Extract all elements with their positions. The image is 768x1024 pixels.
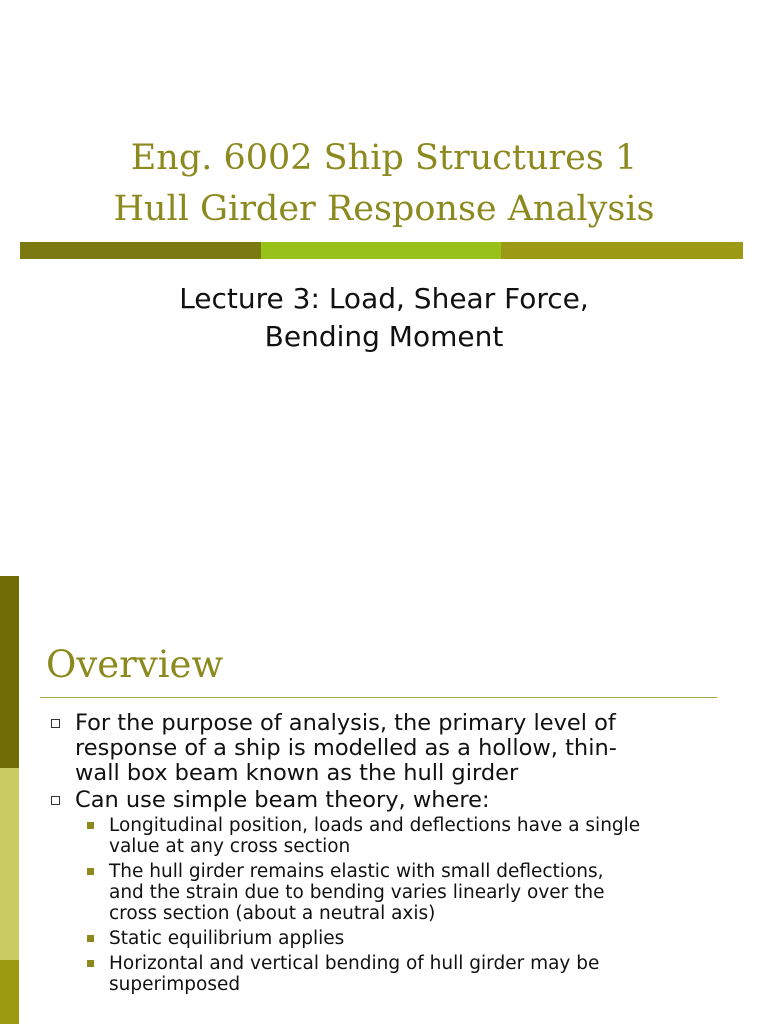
sub-bullet-item [48, 953, 738, 995]
side-bar-olive [0, 960, 19, 1024]
bullet-list [48, 711, 738, 999]
decorative-band-olive [501, 242, 743, 259]
overview-slide [0, 512, 768, 1024]
filled-square-bullet-icon [87, 868, 94, 875]
side-bar-light [0, 768, 19, 960]
square-bullet-icon [51, 719, 60, 728]
side-bar-dark [0, 576, 19, 768]
bullet-item [48, 711, 738, 786]
course-title: Eng. 6002 Ship Structures 1 [130, 138, 638, 178]
title-divider [40, 697, 717, 698]
bullet-line: wall box beam known as the hull girder [75, 760, 519, 786]
sub-bullet-item [48, 928, 738, 949]
sub-bullet-line: superimposed [109, 974, 241, 995]
filled-square-bullet-icon [87, 822, 94, 829]
decorative-band-lime [261, 242, 501, 259]
bullet-line: Can use simple beam theory, where: [75, 787, 490, 813]
filled-square-bullet-icon [87, 935, 94, 942]
lecture-title-line1: Lecture 3: Load, Shear Force, [179, 282, 589, 315]
sub-bullet-item [48, 815, 738, 857]
decorative-band-dark [20, 242, 261, 259]
sub-bullet-line: cross section (about a neutral axis) [109, 903, 436, 924]
lecture-title-line2: Bending Moment [264, 320, 504, 353]
sub-bullet-line: Longitudinal position, loads and deflections have a single [109, 815, 641, 836]
bullet-line: For the purpose of analysis, the primary level of [75, 710, 616, 736]
filled-square-bullet-icon [87, 960, 94, 967]
bullet-line: response of a ship is modelled as a hollow, thin- [75, 735, 617, 761]
sub-bullet-line: and the strain due to bending varies linearly over the [109, 882, 605, 903]
sub-bullet-line: The hull girder remains elastic with small deflections, [109, 861, 604, 882]
bullet-item [48, 788, 738, 813]
sub-bullet-line: value at any cross section [109, 836, 351, 857]
sub-bullet-list [48, 815, 738, 995]
sub-bullet-line: Static equilibrium applies [109, 928, 345, 949]
sub-bullet-item [48, 861, 738, 924]
slide-title: Overview [46, 643, 224, 686]
course-subtitle: Hull Girder Response Analysis [113, 189, 655, 229]
square-bullet-icon [51, 796, 60, 805]
sub-bullet-line: Horizontal and vertical bending of hull girder may be [109, 953, 600, 974]
